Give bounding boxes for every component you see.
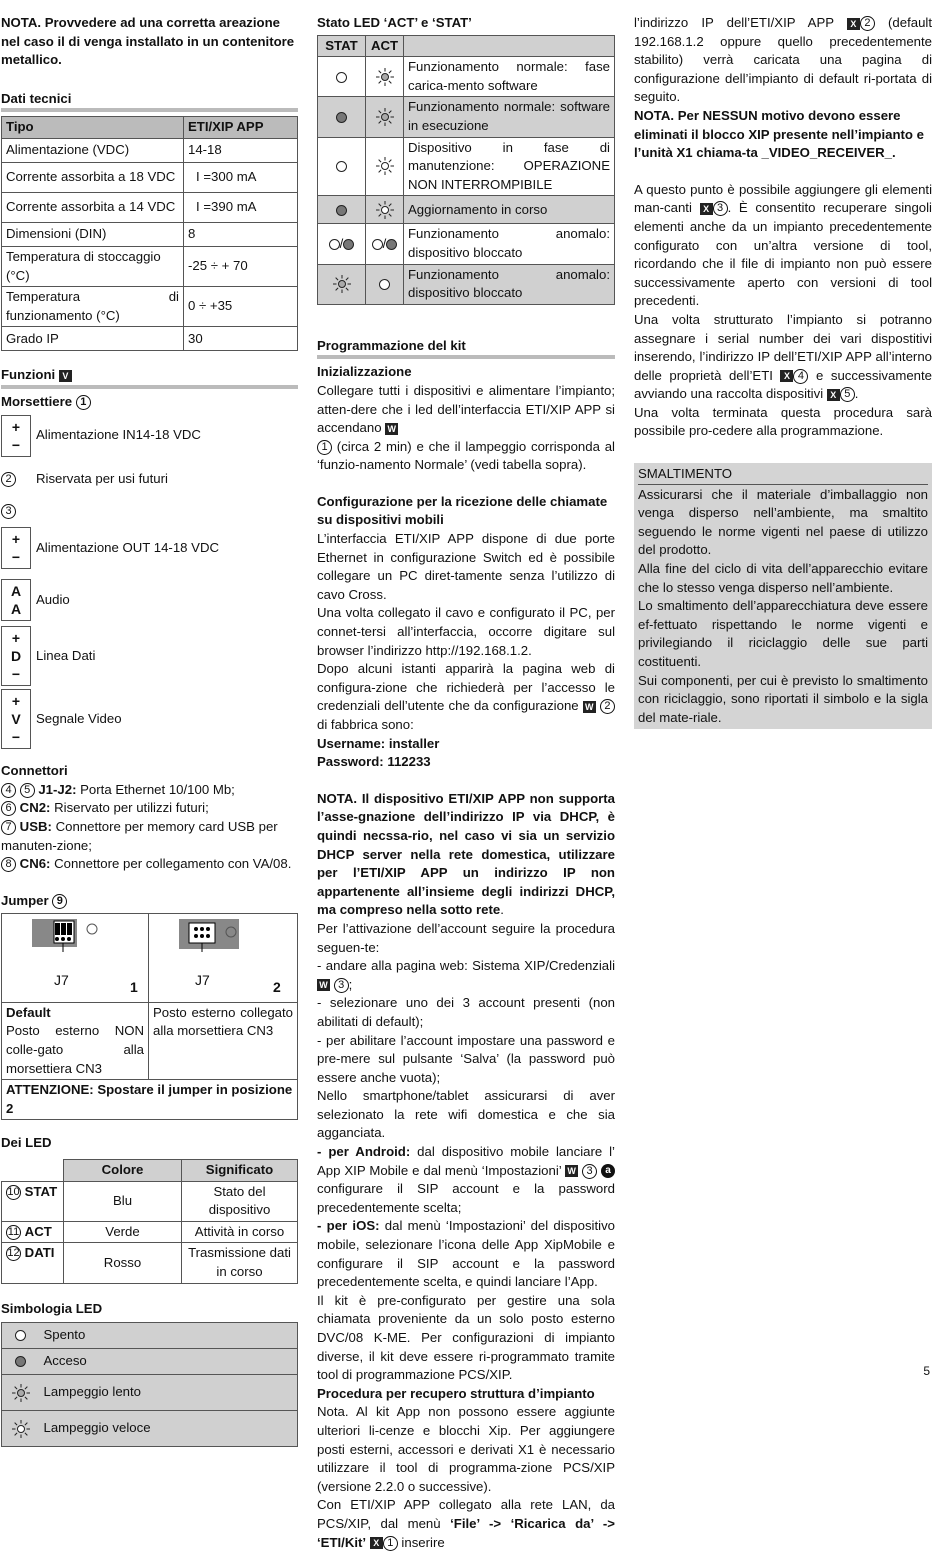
tech-value: I =300 mA — [184, 162, 298, 192]
stato-icon-cell: / — [318, 224, 366, 264]
led-on-icon — [336, 112, 347, 123]
led-name: 12 DATI — [2, 1243, 64, 1283]
simbologia-row — [2, 1411, 298, 1447]
terminal-label: Alimentazione IN14-18 VDC — [36, 427, 201, 443]
stato-desc: Funzionamento normale: software in esecuzione — [404, 97, 615, 137]
dati-tecnici-title: Dati tecnici — [1, 90, 298, 113]
stato-icon-cell — [366, 137, 404, 196]
p-attivazione: Per l’attivazione dell’account seguire la procedura seguen-te: — [317, 920, 615, 955]
terminal-symbols: + D − — [1, 626, 31, 686]
terminal-label: Segnale Video — [36, 710, 122, 726]
ref-circle-1c: 1 — [383, 1536, 398, 1551]
stato-icon-cell — [318, 57, 366, 97]
simbologia-row — [2, 1349, 298, 1375]
terminal-row — [1, 458, 298, 502]
led-head-colore: Colore — [64, 1160, 182, 1182]
simbologia-row — [2, 1323, 298, 1349]
tech-head-model: ETI/XIP APP — [184, 117, 298, 139]
terminal-row — [1, 414, 298, 458]
ref-box-w4: W — [565, 1165, 578, 1177]
stato-icon-cell — [366, 57, 404, 97]
terminal-label: Riservata per usi futuri — [36, 471, 168, 487]
ref-box-x: X — [370, 1537, 383, 1549]
tech-row — [2, 246, 298, 286]
led-on-icon — [386, 239, 397, 250]
procedura-text: Nota. Al kit App non possono essere aggiunte ulteriori li-cenze e blocchi Xip. Per aggiungere posti esterni, accessori e derivati X1 è necessario utilizzare il tool di programma-zione PCS/XIP (versione 2.2.0 o successive). — [317, 1404, 615, 1494]
led-symbol-icon — [2, 1375, 40, 1411]
stato-row — [318, 196, 615, 224]
simbologia-label: Lampeggio lento — [40, 1375, 298, 1411]
tech-row — [2, 327, 298, 351]
stato-desc: Dispositivo in fase di manutenzione: OPERAZIONE NON INTERROMPIBILE — [404, 137, 615, 196]
ref-circle-1b: 1 — [317, 440, 332, 455]
ref-circle-5: 5 — [840, 387, 855, 402]
stato-row — [318, 264, 615, 304]
tech-value: I =390 mA — [184, 192, 298, 222]
led-row — [2, 1181, 298, 1221]
led-off-icon — [336, 72, 347, 83]
smalt-p2: Alla fine del ciclo di vita dell’apparecchio evitare che lo stesso venga disperso nell’ambiente. — [638, 561, 928, 595]
stato-row — [318, 57, 615, 97]
p-step2: - selezionare uno dei 3 account presenti (non abilitati di default); — [317, 995, 615, 1029]
stato-icon-cell: / — [366, 224, 404, 264]
tech-value: 30 — [184, 327, 298, 351]
terminal-symbols: + − — [1, 415, 31, 457]
tech-head-tipo: Tipo — [2, 117, 184, 139]
ref-box-v: V — [59, 370, 72, 382]
c3-p4: Una volta terminata questa procedura sarà possibile pro-cedere alla programmazione. — [634, 404, 932, 439]
stato-table — [317, 35, 615, 305]
ref-box-x3: X — [700, 203, 713, 215]
p-kit: Il kit è pre-configurato per gestire una sola chiamata proveniente da un solo posto esterno DVC/08 K-ME. Per configurazioni di impianto diverse, il kit deve essere ri-programmato tramite tool di programmazione PCS/XIP. — [317, 1292, 615, 1383]
led-head-significato: Significato — [182, 1160, 298, 1182]
led-off-icon — [329, 239, 340, 250]
tech-row — [2, 138, 298, 162]
tech-label: Corrente assorbita a 18 VDC — [2, 162, 184, 192]
ref-circle-2b: 2 — [860, 16, 875, 31]
led-color: Verde — [64, 1221, 182, 1243]
password: Password: 112233 — [317, 754, 431, 770]
smaltimento-title: SMALTIMENTO — [638, 465, 928, 485]
simbologia-table — [1, 1322, 298, 1447]
terminal-label: Audio — [36, 591, 70, 607]
ref-circle-3-term: 3 — [1, 504, 16, 519]
funzioni-title: Funzioni V — [1, 366, 298, 389]
led-fast-blink-icon — [375, 200, 395, 220]
led-fast-blink-icon — [375, 156, 395, 176]
tech-table — [1, 116, 298, 351]
ref-circle-4: 4 — [793, 369, 808, 384]
conf-p3: Dopo alcuni istanti apparirà la pagina web di configura-zione che richiederà per l’accesso le credenziali dell’utente che da configurazione W 2 di fabbrica sono: — [317, 661, 615, 732]
ref-circle-2: 2 — [600, 699, 615, 714]
smalt-p1: Assicurarsi che il materiale d’imballaggio non venga disperso nell’ambiente, ma smaltito seguendo le norme vigenti nel paese di utilizzo del prodotto. — [638, 486, 928, 558]
ref-circle-a: a — [601, 1164, 615, 1178]
conf-p2: Una volta collegato il cavo e configurato il PC, per connet-tersi all’interfaccia, occorre digitare sul browser l’indirizzo http://192.168.1.2. — [317, 605, 615, 658]
c3-p2: A questo punto è possibile aggiungere gli elementi man-canti X 3 . È consentito recuperare singoli elementi anche da un impianto precedentemente configurato con un’altra versione di tool, ricordando che il file di impianto non può essere successivamente aperto con versioni di tool precedenti. — [634, 181, 932, 309]
tech-label: Temperatura di stoccaggio (°C) — [2, 246, 184, 286]
stato-icon-cell — [366, 97, 404, 137]
terminal-symbols: A A — [1, 579, 31, 621]
stato-icon-cell — [318, 97, 366, 137]
jumper-attention: ATTENZIONE: Spostare il jumper in posizione 2 — [2, 1080, 298, 1120]
terminal-label: Linea Dati — [36, 647, 96, 663]
p-step3: - per abilitare l’account impostare una password e pre-mere sul pulsante ‘Salva’ (la password può essere anche vuota); — [317, 1032, 615, 1085]
terminal-ref: 2 — [1, 470, 31, 489]
stato-desc: Funzionamento anomalo: dispositivo bloccato — [404, 224, 615, 264]
ref-box-x5: X — [827, 389, 840, 401]
stato-icon-cell — [318, 137, 366, 196]
tech-row — [2, 192, 298, 222]
tech-label: Corrente assorbita a 14 VDC — [2, 192, 184, 222]
tech-value: 8 — [184, 222, 298, 246]
terminal-row — [1, 576, 298, 624]
ref-box-w2: W — [583, 701, 596, 713]
column-right — [634, 14, 932, 729]
ref-circle-9: 9 — [52, 894, 67, 909]
connettori-title: Connettori — [1, 763, 68, 779]
ref-box-w: W — [385, 423, 398, 435]
led-meaning: Attività in corso — [182, 1221, 298, 1243]
terminal-row — [1, 520, 298, 576]
p-android: - per Android: dal dispositivo mobile lanciare l’ App XIP Mobile e dal menù ‘Impostazioni’ W 3 a configurare il SIP account e la password precedentemente scelta; — [317, 1144, 615, 1215]
simbologia-label: Acceso — [40, 1349, 298, 1375]
terminal-label: Alimentazione OUT 14-18 VDC — [36, 539, 219, 555]
tech-label: Grado IP — [2, 327, 184, 351]
led-symbol-icon — [2, 1323, 40, 1349]
p-ios: - per iOS: dal menù ‘Impostazioni’ del dispositivo mobile, selezionare l’icona delle App XipMobile e configurare il SIP account e la password precedentemente scelta, e quindi lanciare l’App. — [317, 1218, 615, 1290]
led-on-icon — [15, 1356, 26, 1367]
tech-row — [2, 222, 298, 246]
procedura-text2: Con ETI/XIP APP collegato alla rete LAN, da PCS/XIP, dal menù ‘File’ -> ‘Ricarica da’ -> ‘ETI/Kit’ X 1 inserire — [317, 1497, 616, 1550]
led-table — [1, 1159, 298, 1284]
p-step4: Nello smartphone/tablet assicurarsi di aver selezionato la rete wifi domestica e che sia agganciata. — [317, 1088, 615, 1141]
ref-box-x2: X — [847, 18, 860, 30]
led-on-icon — [336, 205, 347, 216]
led-slow-blink-icon — [11, 1383, 31, 1403]
simbologia-title: Simbologia LED — [1, 1300, 103, 1316]
ref-circle-3c: 3 — [713, 201, 728, 216]
tech-label: Dimensioni (DIN) — [2, 222, 184, 246]
username: Username: installer — [317, 735, 440, 751]
ref-circle-3: 3 — [334, 978, 349, 993]
c3-p3: Una volta strutturato l’impianto si potranno assegnare i serial number dei vari dispostitivi inserendo, l’indirizzo IP dell’ETI/XIP APP all’interno delle proprietà dell’ETI X 4 e successivamente avviando una raccolta dispositivi X 5 . — [634, 311, 932, 402]
tech-label: Temperatura di funzionamento (°C) — [2, 287, 184, 327]
inizializzazione-title: Inizializzazione — [317, 364, 412, 380]
led-off-icon — [372, 239, 383, 250]
stato-head-act: ACT — [366, 35, 404, 57]
stato-desc: Funzionamento anomalo: dispositivo bloccato — [404, 264, 615, 304]
p-step1: - andare alla pagina web: Sistema XIP/Credenziali W 3 ; — [317, 958, 615, 992]
led-meaning: Stato del dispositivo — [182, 1181, 298, 1221]
stato-icon-cell — [318, 264, 366, 304]
ref-box-x4: X — [780, 370, 793, 382]
tech-label: Alimentazione (VDC) — [2, 138, 184, 162]
connector-item: 7 USB: Connettore per memory card USB per manuten-zione; — [1, 818, 278, 853]
stato-led-title: Stato LED ‘ACT’ e ‘STAT’ — [317, 15, 472, 30]
connector-item: 6 CN2: Riservato per utilizzi futuri; — [1, 799, 298, 818]
stato-row — [318, 137, 615, 196]
tech-value: -25 ÷ + 70 — [184, 246, 298, 286]
jumper-pos-2: 2 — [273, 979, 281, 996]
led-symbol-icon — [2, 1349, 40, 1375]
led-on-icon — [343, 239, 354, 250]
stato-icon-cell — [366, 196, 404, 224]
stato-row — [318, 97, 615, 137]
tech-value: 0 ÷ +35 — [184, 287, 298, 327]
jumper-pos-1: 1 — [130, 979, 138, 996]
procedura-title: Procedura per recupero struttura d’impianto — [317, 1385, 595, 1401]
stato-row — [318, 224, 615, 264]
jumper-pos2-cell: Posto esterno collegato alla morsettiera CN3 — [149, 1002, 298, 1079]
programmazione-title: Programmazione del kit — [317, 337, 615, 360]
c3-p1: l’indirizzo IP dell’ETI/XIP APP X 2 (default 192.168.1.2 oppure quello precedentemente stabilito) verrà caricata una pagina di configurazione dell’impianto di default ri-portata di seguito. — [634, 15, 933, 105]
nota-areazione: NOTA. Provvedere ad una corretta areazione nel caso il di venga installato in un contenitore metallico. — [1, 15, 295, 68]
nota-xip: NOTA. Per NESSUN motivo devono essere eliminati il blocco XIP presente nell’impianto e l’unità X1 chiama-ta _VIDEO_RECEIVER_. — [634, 107, 924, 161]
led-slow-blink-icon — [375, 107, 395, 127]
connector-item: 4 5 J1-J2: Porta Ethernet 10/100 Mb; — [1, 781, 298, 800]
column-left — [1, 14, 298, 1447]
jumper-default-cell: Default Posto esterno NON colle-gato alla morsettiera CN3 — [2, 1002, 149, 1079]
tech-row — [2, 162, 298, 192]
ref-box-w3: W — [317, 979, 330, 991]
led-color: Rosso — [64, 1243, 182, 1283]
column-middle — [317, 14, 615, 1552]
led-off-icon — [336, 161, 347, 172]
jumper-diagram-1 — [2, 914, 149, 1003]
smaltimento-box — [634, 463, 932, 729]
tech-row — [2, 287, 298, 327]
terminal-symbols: + V − — [1, 689, 31, 749]
stato-head-stat: STAT — [318, 35, 366, 57]
terminal-symbols: + − — [1, 527, 31, 569]
j7-label-1: J7 — [54, 972, 69, 989]
jumper-1-drawing — [2, 914, 148, 996]
stato-desc: Funzionamento normale: fase carica-mento software — [404, 57, 615, 97]
configurazione-title: Configurazione per la ricezione delle chiamate su dispositivi mobili — [317, 493, 608, 528]
smalt-p3: Lo smaltimento dell’apparecchiatura deve essere ef-fettuato rispettando le norme vigenti e privilegiando il riciclaggio delle sue parti costituenti. — [638, 598, 928, 669]
ref-circle-3b: 3 — [582, 1164, 597, 1179]
jumper-table — [1, 913, 298, 1120]
led-off-icon — [379, 279, 390, 290]
morsettiere-title: Morsettiere 1 — [1, 393, 298, 412]
connectors-list — [1, 781, 298, 874]
stato-desc: Aggiornamento in corso — [404, 196, 615, 224]
led-symbol-icon — [2, 1411, 40, 1447]
led-row — [2, 1243, 298, 1283]
init-text: Collegare tutti i dispositivi e alimentare l’impianto; atten-dere che i led dell’interfaccia ETI/XIP APP si accendano W 1 (circa 2 min) e che il lampeggio corrisponda al ‘funzio-namento Normale’ (vedi tabella sopra). — [317, 382, 615, 473]
led-slow-blink-icon — [332, 274, 352, 294]
smalt-p4: Sui componenti, per cui è previsto lo smaltimento con riciclaggio, sono riportati il simbolo e la sigla del mate-riale. — [638, 672, 928, 725]
led-meaning: Trasmissione dati in corso — [182, 1243, 298, 1283]
connector-item: 8 CN6: Connettore per collegamento con VA/08. — [1, 855, 298, 874]
jumper-title: Jumper 9 — [1, 892, 298, 911]
simbologia-label: Spento — [40, 1323, 298, 1349]
stato-icon-cell — [366, 264, 404, 304]
led-name: 10 STAT — [2, 1181, 64, 1221]
simbologia-label: Lampeggio veloce — [40, 1411, 298, 1447]
led-off-icon — [15, 1330, 26, 1341]
conf-p1: L’interfaccia ETI/XIP APP dispone di due porte Ethernet in configurazione Switch ed è possibile collegare un PC diret-tamente senza l’utilizzo di cavo Cross. — [317, 531, 615, 602]
terminal-row — [1, 688, 298, 750]
led-row — [2, 1221, 298, 1243]
nota-dhcp: NOTA. Il dispositivo ETI/XIP APP non supporta l’asse-gnazione dell’indirizzo IP via DHCP, è quindi necssa-rio, nel caso vi sia un servizio DHCP server nella rete domestica, utilizzare per l’ETI/XIP APP un indirizzo IP non appartenente all’insieme degli indirizzi DHCP, ma compreso nella sotto rete. — [317, 790, 615, 918]
j7-label-2: J7 — [195, 972, 210, 989]
tech-value: 14-18 — [184, 138, 298, 162]
terminal-row — [1, 624, 298, 688]
simbologia-row — [2, 1375, 298, 1411]
led-name: 11 ACT — [2, 1221, 64, 1243]
stato-icon-cell — [318, 196, 366, 224]
page-number: 5 — [923, 1364, 930, 1378]
dei-led-title: Dei LED — [1, 1135, 52, 1151]
ref-circle-1: 1 — [76, 395, 91, 410]
led-color: Blu — [64, 1181, 182, 1221]
led-slow-blink-icon — [375, 67, 395, 87]
led-fast-blink-icon — [11, 1419, 31, 1439]
jumper-diagram-2 — [149, 914, 298, 1003]
terminals-list — [1, 414, 298, 751]
